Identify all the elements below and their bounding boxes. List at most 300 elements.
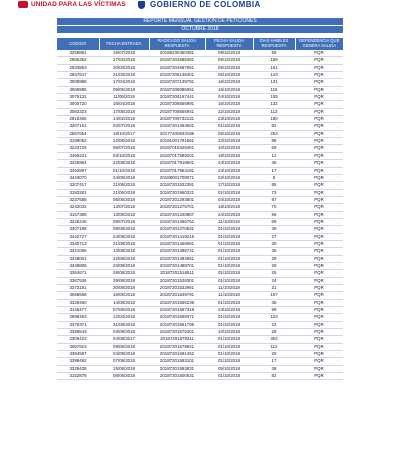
cell-dependencia: PQR xyxy=(295,285,343,292)
cell-fecha-entrada: 09/07/2018 xyxy=(99,218,149,225)
cell-dependencia: PQR xyxy=(295,138,343,145)
cell-fecha-entrada: 21/06/2018 xyxy=(99,182,149,189)
cell-dias-habiles: 22 xyxy=(253,321,295,328)
cell-dependencia: PQR xyxy=(295,189,343,196)
cell-fecha-entrada: 14/02/2018 xyxy=(99,116,149,123)
cell-fecha-salida: 01/10/2018 xyxy=(205,299,253,306)
cell-codigo: 3384587 xyxy=(57,351,99,358)
cell-fecha-entrada: 22/06/2018 xyxy=(99,138,149,145)
cell-dias-habiles: 87 xyxy=(253,196,295,203)
cell-radicado-salida: 20187201600631 xyxy=(149,373,205,380)
cell-fecha-salida: 11/10/2018 xyxy=(205,285,253,292)
cell-fecha-salida: 05/10/2018 xyxy=(205,365,253,372)
cell-radicado-salida: 20177200833185 xyxy=(149,130,205,137)
cell-dependencia: PQR xyxy=(295,152,343,159)
cell-dependencia: PQR xyxy=(295,248,343,255)
gobierno-colombia-logo xyxy=(138,0,261,9)
cell-fecha-salida: 03/10/2018 xyxy=(205,174,253,181)
cell-radicado-salida: 20187206136401 xyxy=(149,72,205,79)
cell-codigo: 3079131 xyxy=(57,94,99,101)
cell-radicado-salida: 20187201419215 xyxy=(149,233,205,240)
cell-dias-habiles: 24 xyxy=(253,277,295,284)
cell-fecha-salida: 01/10/2018 xyxy=(205,240,253,247)
cell-dias-habiles: 35 xyxy=(253,299,295,306)
cell-codigo: 2567654 xyxy=(57,130,99,137)
cell-codigo: 3183281 xyxy=(57,189,99,196)
cell-dependencia: PQR xyxy=(295,204,343,211)
cell-radicado-salida: 20187201579841 xyxy=(149,343,205,350)
cell-fecha-entrada: 12/04/2018 xyxy=(99,314,149,321)
cell-dias-habiles: 39 xyxy=(253,226,295,233)
cell-fecha-entrada: 06/07/2018 xyxy=(99,145,149,152)
cell-dependencia: PQR xyxy=(295,116,343,123)
cell-dependencia: PQR xyxy=(295,226,343,233)
cell-fecha-entrada: 31/08/2018 xyxy=(99,321,149,328)
page-header xyxy=(0,0,400,12)
table-row xyxy=(57,145,343,152)
column-header-fecha-salida: FECHA SALIDA RESPUESTA xyxy=(205,38,253,50)
cell-codigo: 2309423 xyxy=(57,336,99,343)
cell-dias-habiles: 132 xyxy=(253,101,295,108)
cell-fecha-entrada: 22/08/2018 xyxy=(99,160,149,167)
cell-radicado-salida: 20187208556991 xyxy=(149,101,205,108)
cell-dias-habiles: 180 xyxy=(253,116,295,123)
cell-codigo: 3069985 xyxy=(57,86,99,93)
cell-fecha-salida: 09/10/2018 xyxy=(205,50,253,57)
cell-dependencia: PQR xyxy=(295,307,343,314)
cell-radicado-salida: 20187201484551 xyxy=(149,255,205,262)
cell-codigo: 3469221 xyxy=(57,152,99,159)
table-row xyxy=(57,79,343,86)
cell-radicado-salida: 20187207139791 xyxy=(149,79,205,86)
cell-dias-habiles: 17 xyxy=(253,167,295,174)
table-row xyxy=(57,101,343,108)
cell-fecha-salida: 16/10/2018 xyxy=(205,79,253,86)
cell-fecha-salida: 01/10/2018 xyxy=(205,373,253,380)
table-row xyxy=(57,160,343,167)
cell-codigo: 3376371 xyxy=(57,321,99,328)
table-row xyxy=(57,152,343,159)
cell-dependencia: PQR xyxy=(295,321,343,328)
cell-radicado-salida: 20187016329461 xyxy=(149,145,205,152)
cell-codigo: 3396543 xyxy=(57,329,99,336)
cell-codigo: 2937647 xyxy=(57,72,99,79)
cell-dias-habiles: 8 xyxy=(253,174,295,181)
cell-dias-habiles: 82 xyxy=(253,373,295,380)
cell-codigo: 3207151 xyxy=(57,123,99,130)
cell-fecha-salida: 05/10/2018 xyxy=(205,57,253,64)
cell-fecha-entrada: 13/08/2018 xyxy=(99,248,149,255)
table-row xyxy=(57,351,343,358)
cell-dias-habiles: 73 xyxy=(253,189,295,196)
cell-dependencia: PQR xyxy=(295,108,343,115)
cell-codigo: 3086568 xyxy=(57,292,99,299)
cell-fecha-salida: 01/10/2018 xyxy=(205,189,253,196)
cell-dias-habiles: 88 xyxy=(253,138,295,145)
cell-fecha-salida: 18/10/2018 xyxy=(205,204,253,211)
table-row xyxy=(57,72,343,79)
table-row xyxy=(57,211,343,218)
cell-fecha-entrada: 03/09/2018 xyxy=(99,329,149,336)
cell-fecha-entrada: 24/09/2018 xyxy=(99,233,149,240)
cell-fecha-salida: 04/10/2018 xyxy=(205,94,253,101)
cell-radicado-salida: 20187201518511 xyxy=(149,270,205,277)
cell-codigo: 3462897 xyxy=(57,167,99,174)
cell-dependencia: PQR xyxy=(295,277,343,284)
table-row xyxy=(57,321,343,328)
cell-dependencia: PQR xyxy=(295,196,343,203)
cell-fecha-salida: 01/10/2018 xyxy=(205,226,253,233)
cell-fecha-salida: 01/10/2018 xyxy=(205,255,253,262)
table-row xyxy=(57,314,343,321)
table-row xyxy=(57,50,343,57)
table-row xyxy=(57,189,343,196)
cell-fecha-salida: 01/10/2018 xyxy=(205,336,253,343)
unidad-victimas-logo xyxy=(18,0,126,9)
table-row xyxy=(57,233,343,240)
table-row xyxy=(57,277,343,284)
cell-radicado-salida: 20181001791561 xyxy=(149,138,205,145)
cell-dependencia: PQR xyxy=(295,343,343,350)
cell-dependencia: PQR xyxy=(295,79,343,86)
cell-fecha-salida: 01/10/2018 xyxy=(205,248,253,255)
cell-fecha-entrada: 13/07/2018 xyxy=(99,204,149,211)
cell-codigo: 3307188 xyxy=(57,226,99,233)
cell-fecha-entrada: 19/07/2018 xyxy=(99,50,149,57)
cell-codigo: 2866362 xyxy=(57,57,99,64)
cell-radicado-salida: 20187017589201 xyxy=(149,152,205,159)
table-row xyxy=(57,204,343,211)
cell-dias-habiles: 31 xyxy=(253,285,295,292)
cell-dependencia: PQR xyxy=(295,373,343,380)
cell-fecha-entrada: 23/08/2018 xyxy=(99,262,149,269)
cell-dependencia: PQR xyxy=(295,365,343,372)
cell-dependencia: PQR xyxy=(295,270,343,277)
cell-codigo: 3237685 xyxy=(57,196,99,203)
cell-radicado-salida: 20187201559371 xyxy=(149,314,205,321)
cell-codigo: 3189052 xyxy=(57,138,99,145)
cell-fecha-salida: 01/10/2018 xyxy=(205,270,253,277)
cell-fecha-salida: 01/10/2018 xyxy=(205,314,253,321)
table-row xyxy=(57,218,343,225)
cell-fecha-salida: 23/10/2018 xyxy=(205,307,253,314)
cell-radicado-salida: 20187201486741 xyxy=(149,248,205,255)
cell-codigo: 3008988 xyxy=(57,79,99,86)
cell-fecha-entrada: 16/04/2018 xyxy=(99,101,149,108)
cell-fecha-entrada: 24/09/2018 xyxy=(99,174,149,181)
cell-dias-habiles: 30 xyxy=(253,240,295,247)
table-row xyxy=(57,262,343,269)
table-row xyxy=(57,86,343,93)
cell-codigo: 3398492 xyxy=(57,358,99,365)
table-row xyxy=(57,299,343,306)
cell-radicado-salida: 20187709732131 xyxy=(149,116,205,123)
cell-codigo: 3328460 xyxy=(57,299,99,306)
table-row xyxy=(57,336,343,343)
table-row xyxy=(57,270,343,277)
cell-dependencia: PQR xyxy=(295,336,343,343)
unidad-victimas-emblem-icon xyxy=(18,1,28,8)
cell-radicado-salida: 20187208167441 xyxy=(149,94,205,101)
table-row xyxy=(57,167,343,174)
cell-codigo: 3329435 xyxy=(57,365,99,372)
table-body xyxy=(57,50,343,380)
cell-codigo: 2998453 xyxy=(57,314,99,321)
cell-dias-habiles: 45 xyxy=(253,160,295,167)
cell-dependencia: PQR xyxy=(295,358,343,365)
cell-dias-habiles: 253 xyxy=(253,130,295,137)
cell-fecha-entrada: 16/05/2018 xyxy=(99,292,149,299)
cell-codigo: 3364671 xyxy=(57,270,99,277)
cell-codigo: 3223725 xyxy=(57,145,99,152)
cell-codigo: 3258881 xyxy=(57,50,99,57)
cell-radicado-salida: 20187201526301 xyxy=(149,277,205,284)
column-header-dependencia: DEPENDENCIA QUE GENERA SALIDA xyxy=(295,38,343,50)
cell-dependencia: PQR xyxy=(295,233,343,240)
cell-dependencia: PQR xyxy=(295,160,343,167)
cell-radicado-salida: 20187201468681 xyxy=(149,240,205,247)
table-row xyxy=(57,174,343,181)
table-row xyxy=(57,343,343,350)
column-header-codigo: CODIGO xyxy=(57,38,99,50)
report-title: REPORTE MENSUAL GESTION DE PETICIONES xyxy=(57,18,343,25)
cell-fecha-entrada: 13/06/2018 xyxy=(99,211,149,218)
cell-dependencia: PQR xyxy=(295,174,343,181)
cell-codigo: 2933853 xyxy=(57,64,99,71)
cell-dependencia: PQR xyxy=(295,211,343,218)
cell-fecha-salida: 11/10/2018 xyxy=(205,292,253,299)
cell-dias-habiles: 36 xyxy=(253,248,295,255)
cell-fecha-entrada: 17/05/2018 xyxy=(99,108,149,115)
column-header-fecha-entrada: FECHA ENTRADA xyxy=(99,38,149,50)
cell-fecha-entrada: 04/08/2017 xyxy=(99,336,149,343)
cell-fecha-entrada: 01/10/2018 xyxy=(99,167,149,174)
cell-codigo: 3443070 xyxy=(57,174,99,181)
cell-dias-habiles: 112 xyxy=(253,343,295,350)
table-row xyxy=(57,365,343,372)
cell-fecha-entrada: 06/06/2018 xyxy=(99,196,149,203)
cell-dias-habiles: 17 xyxy=(253,358,295,365)
cell-radicado-salida: 20187201583831 xyxy=(149,365,205,372)
cell-codigo: 3146477 xyxy=(57,307,99,314)
cell-radicado-salida: 20187201556236 xyxy=(149,299,205,306)
cell-codigo: 3373181 xyxy=(57,285,99,292)
cell-dias-habiles: 38 xyxy=(253,365,295,372)
cell-radicado-salida: 20187201583101 xyxy=(149,358,205,365)
cell-fecha-entrada: 08/06/2018 xyxy=(99,373,149,380)
cell-dependencia: PQR xyxy=(295,329,343,336)
table-row xyxy=(57,94,343,101)
cell-radicado-salida: 20187201488701 xyxy=(149,262,205,269)
cell-dias-habiles: 27 xyxy=(253,233,295,240)
cell-radicado-salida: 20187201364501 xyxy=(149,123,205,130)
cell-dias-habiles: 123 xyxy=(253,314,295,321)
cell-codigo: 3157385 xyxy=(57,211,99,218)
cell-dependencia: PQR xyxy=(295,218,343,225)
cell-fecha-entrada: 07/06/2018 xyxy=(99,307,149,314)
table-row xyxy=(57,226,343,233)
cell-fecha-salida: 22/10/2018 xyxy=(205,108,253,115)
cell-fecha-entrada: 22/08/2018 xyxy=(99,255,149,262)
cell-dias-habiles: 28 xyxy=(253,262,295,269)
cell-fecha-entrada: 21/08/2018 xyxy=(99,240,149,247)
cell-dependencia: PQR xyxy=(295,86,343,93)
cell-radicado-salida: 20187017918601 xyxy=(149,160,205,167)
cell-radicado-salida: 20187201576301 xyxy=(149,329,205,336)
cell-dependencia: PQR xyxy=(295,50,343,57)
cell-radicado-salida: 20186230450381 xyxy=(149,50,205,57)
cell-fecha-salida: 05/10/2018 xyxy=(205,64,253,71)
cell-fecha-salida: 23/10/2018 xyxy=(205,116,253,123)
cell-radicado-salida: 20188001709071 xyxy=(149,174,205,181)
cell-dias-habiles: 59 xyxy=(253,50,295,57)
cell-dependencia: PQR xyxy=(295,292,343,299)
table-row xyxy=(57,292,343,299)
cell-fecha-salida: 23/10/2018 xyxy=(205,167,253,174)
table-row xyxy=(57,130,343,137)
cell-fecha-salida: 16/10/2018 xyxy=(205,101,253,108)
cell-codigo: 3349808 xyxy=(57,262,99,269)
cell-fecha-salida: 05/10/2018 xyxy=(205,72,253,79)
cell-fecha-salida: 01/10/2018 xyxy=(205,321,253,328)
cell-fecha-salida: 01/10/2018 xyxy=(205,233,253,240)
cell-dias-habiles: 29 xyxy=(253,255,295,262)
cell-radicado-salida: 20187201561795 xyxy=(149,321,205,328)
cell-fecha-entrada: 04/09/2018 xyxy=(99,351,149,358)
cell-codigo: 3000720 xyxy=(57,101,99,108)
cell-dias-habiles: 20 xyxy=(253,351,295,358)
cell-dias-habiles: 151 xyxy=(253,64,295,71)
report-title-block xyxy=(57,18,343,33)
table-header-row xyxy=(57,38,343,50)
cell-radicado-salida: 20187708656941 xyxy=(149,108,205,115)
cell-radicado-salida: 20187201532381 xyxy=(149,182,205,189)
cell-fecha-salida: 01/10/2018 xyxy=(205,358,253,365)
cell-dias-habiles: 159 xyxy=(253,57,295,64)
cell-dias-habiles: 131 xyxy=(253,79,295,86)
cell-codigo: 3345954 xyxy=(57,160,99,167)
petitions-table xyxy=(57,38,343,380)
table-row xyxy=(57,108,343,115)
cell-dependencia: PQR xyxy=(295,64,343,71)
cell-dias-habiles: 25 xyxy=(253,270,295,277)
cell-radicado-salida: 20187201340867 xyxy=(149,211,205,218)
unidad-victimas-logo-text: UNIDAD PARA LAS VÍCTIMAS xyxy=(31,1,126,8)
report-period: OCTUBRE 2018 xyxy=(57,26,343,33)
cell-radicado-salida: 20187017964181 xyxy=(149,167,205,174)
cell-radicado-salida: 20187201275701 xyxy=(149,204,205,211)
table-row xyxy=(57,138,343,145)
table-row xyxy=(57,240,343,247)
column-header-dias-habiles: DIAS HABILES RESPUESTA xyxy=(253,38,295,50)
cell-fecha-entrada: 02/07/2018 xyxy=(99,123,149,130)
cell-fecha-entrada: 07/09/2018 xyxy=(99,358,149,365)
column-header-radicado-salida: RADICADO SALIDA RESPUESTA xyxy=(149,38,205,50)
table-row xyxy=(57,255,343,262)
table-row xyxy=(57,123,343,130)
table-row xyxy=(57,307,343,314)
cell-dias-habiles: 12 xyxy=(253,152,295,159)
cell-fecha-entrada: 18/10/2017 xyxy=(99,130,149,137)
cell-codigo: 3367536 xyxy=(57,277,99,284)
cell-fecha-entrada: 21/06/2018 xyxy=(99,189,149,196)
table-row xyxy=(57,64,343,71)
cell-fecha-entrada: 20/03/2018 xyxy=(99,64,149,71)
cell-dias-habiles: 70 xyxy=(253,204,295,211)
cell-codigo: 3207417 xyxy=(57,182,99,189)
cell-dependencia: PQR xyxy=(295,182,343,189)
cell-fecha-entrada: 11/05/2018 xyxy=(99,94,149,101)
cell-fecha-salida: 10/10/2018 xyxy=(205,329,253,336)
cell-dependencia: PQR xyxy=(295,123,343,130)
cell-fecha-salida: 01/10/2018 xyxy=(205,262,253,269)
cell-fecha-entrada: 28/08/2018 xyxy=(99,270,149,277)
cell-radicado-salida: 20187201549791 xyxy=(149,292,205,299)
cell-dependencia: PQR xyxy=(295,130,343,137)
table-row xyxy=(57,285,343,292)
cell-fecha-entrada: 09/05/2018 xyxy=(99,343,149,350)
cell-dias-habiles: 143 xyxy=(253,72,295,79)
cell-fecha-salida: 16/10/2018 xyxy=(205,86,253,93)
table-row xyxy=(57,182,343,189)
table-row xyxy=(57,248,343,255)
cell-codigo: 3340713 xyxy=(57,240,99,247)
cell-dias-habiles: 107 xyxy=(253,292,295,299)
cell-codigo: 3242032 xyxy=(57,204,99,211)
table-row xyxy=(57,196,343,203)
cell-dias-habiles: 28 xyxy=(253,329,295,336)
cell-dependencia: PQR xyxy=(295,167,343,174)
cell-codigo: 2818465 xyxy=(57,116,99,123)
cell-radicado-salida: 20187201579311 xyxy=(149,336,205,343)
colombia-shield-icon xyxy=(138,1,145,9)
cell-fecha-salida: 01/10/2018 xyxy=(205,343,253,350)
cell-dependencia: PQR xyxy=(295,240,343,247)
cell-fecha-salida: 18/10/2018 xyxy=(205,152,253,159)
cell-dependencia: PQR xyxy=(295,72,343,79)
cell-dias-habiles: 82 xyxy=(253,123,295,130)
table-row xyxy=(57,373,343,380)
cell-codigo: 3442727 xyxy=(57,233,99,240)
cell-fecha-salida: 23/10/2018 xyxy=(205,138,253,145)
cell-codigo: 3321056 xyxy=(57,248,99,255)
cell-fecha-salida: 01/10/2018 xyxy=(205,123,253,130)
cell-fecha-salida: 10/10/2018 xyxy=(205,145,253,152)
cell-dias-habiles: 302 xyxy=(253,336,295,343)
cell-radicado-salida: 20187201581452 xyxy=(149,351,205,358)
cell-radicado-salida: 20187201370531 xyxy=(149,226,205,233)
cell-dependencia: PQR xyxy=(295,299,343,306)
cell-dependencia: PQR xyxy=(295,57,343,64)
cell-fecha-entrada: 14/08/2018 xyxy=(99,299,149,306)
cell-fecha-salida: 01/10/2018 xyxy=(205,277,253,284)
cell-dias-habiles: 113 xyxy=(253,108,295,115)
table-row xyxy=(57,329,343,336)
cell-dias-habiles: 85 xyxy=(253,182,295,189)
cell-fecha-salida: 11/10/2018 xyxy=(205,218,253,225)
cell-codigo: 3348001 xyxy=(57,255,99,262)
cell-fecha-entrada: 17/04/2018 xyxy=(99,79,149,86)
cell-dias-habiles: 96 xyxy=(253,211,295,218)
cell-radicado-salida: 20187201293501 xyxy=(149,196,205,203)
cell-fecha-salida: 24/10/2018 xyxy=(205,211,253,218)
cell-dependencia: PQR xyxy=(295,262,343,269)
cell-radicado-salida: 20187201532961 xyxy=(149,285,205,292)
cell-radicado-salida: 20187201960321 xyxy=(149,189,205,196)
cell-codigo: 3225246 xyxy=(57,218,99,225)
cell-fecha-entrada: 03/10/2018 xyxy=(99,152,149,159)
cell-dias-habiles: 115 xyxy=(253,86,295,93)
